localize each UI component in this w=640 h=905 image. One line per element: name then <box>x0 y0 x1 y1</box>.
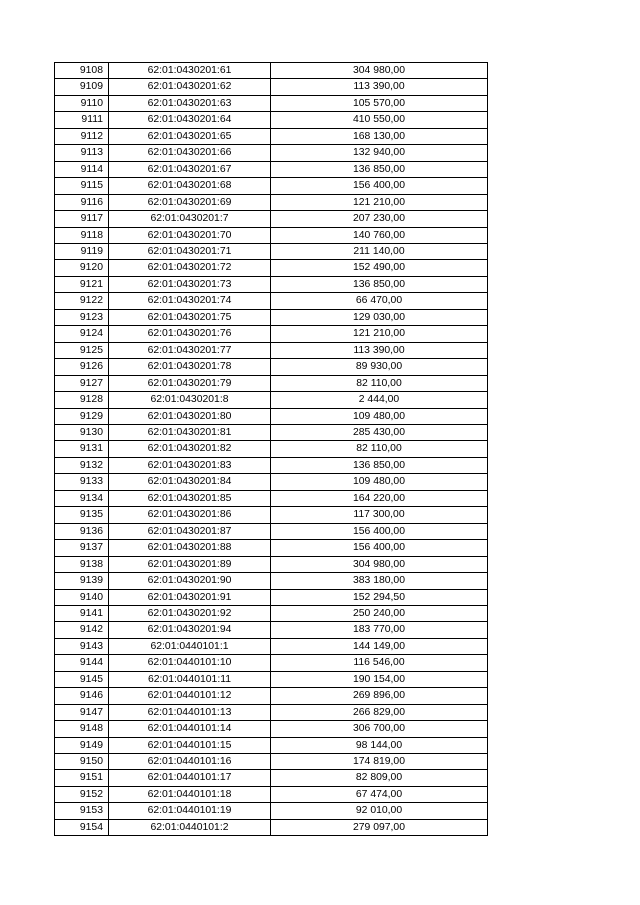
value-cell: 250 240,00 <box>271 605 488 621</box>
value-cell: 383 180,00 <box>271 573 488 589</box>
table-row <box>55 194 488 210</box>
cadastral-number-cell: 62:01:0430201:83 <box>109 457 271 473</box>
value-cell: 82 110,00 <box>271 375 488 391</box>
value-cell: 190 154,00 <box>271 671 488 687</box>
table-row <box>55 161 488 177</box>
cadastral-number-cell: 62:01:0430201:69 <box>109 194 271 210</box>
cadastral-number-cell: 62:01:0430201:7 <box>109 211 271 227</box>
row-number-cell: 9143 <box>55 638 109 654</box>
table-row <box>55 786 488 802</box>
table-row <box>55 63 488 79</box>
row-number-cell: 9138 <box>55 556 109 572</box>
cadastral-number-cell: 62:01:0430201:63 <box>109 95 271 111</box>
table-row <box>55 342 488 358</box>
cadastral-number-cell: 62:01:0430201:65 <box>109 128 271 144</box>
row-number-cell: 9114 <box>55 161 109 177</box>
row-number-cell: 9108 <box>55 63 109 79</box>
cadastral-number-cell: 62:01:0440101:13 <box>109 704 271 720</box>
value-cell: 410 550,00 <box>271 112 488 128</box>
value-cell: 136 850,00 <box>271 457 488 473</box>
row-number-cell: 9140 <box>55 589 109 605</box>
row-number-cell: 9123 <box>55 309 109 325</box>
cadastral-number-cell: 62:01:0430201:89 <box>109 556 271 572</box>
table-row <box>55 392 488 408</box>
value-cell: 66 470,00 <box>271 293 488 309</box>
value-cell: 285 430,00 <box>271 424 488 440</box>
value-cell: 266 829,00 <box>271 704 488 720</box>
cadastral-number-cell: 62:01:0440101:2 <box>109 819 271 835</box>
table-row <box>55 211 488 227</box>
row-number-cell: 9112 <box>55 128 109 144</box>
row-number-cell: 9142 <box>55 622 109 638</box>
table-row <box>55 178 488 194</box>
row-number-cell: 9135 <box>55 507 109 523</box>
table-row <box>55 260 488 276</box>
row-number-cell: 9110 <box>55 95 109 111</box>
cadastral-number-cell: 62:01:0430201:73 <box>109 276 271 292</box>
value-cell: 140 760,00 <box>271 227 488 243</box>
row-number-cell: 9116 <box>55 194 109 210</box>
table-row <box>55 276 488 292</box>
value-cell: 168 130,00 <box>271 128 488 144</box>
value-cell: 82 809,00 <box>271 770 488 786</box>
table-row <box>55 424 488 440</box>
row-number-cell: 9118 <box>55 227 109 243</box>
cadastral-number-cell: 62:01:0430201:75 <box>109 309 271 325</box>
row-number-cell: 9131 <box>55 441 109 457</box>
row-number-cell: 9128 <box>55 392 109 408</box>
cadastral-number-cell: 62:01:0440101:11 <box>109 671 271 687</box>
table-row <box>55 671 488 687</box>
value-cell: 156 400,00 <box>271 540 488 556</box>
cadastral-number-cell: 62:01:0430201:84 <box>109 474 271 490</box>
table-row <box>55 573 488 589</box>
value-cell: 109 480,00 <box>271 408 488 424</box>
table-row <box>55 326 488 342</box>
cadastral-number-cell: 62:01:0440101:12 <box>109 688 271 704</box>
value-cell: 92 010,00 <box>271 803 488 819</box>
cadastral-number-cell: 62:01:0430201:76 <box>109 326 271 342</box>
value-cell: 304 980,00 <box>271 63 488 79</box>
value-cell: 174 819,00 <box>271 754 488 770</box>
table-row <box>55 737 488 753</box>
cadastral-number-cell: 62:01:0440101:1 <box>109 638 271 654</box>
table-row <box>55 638 488 654</box>
value-cell: 132 940,00 <box>271 145 488 161</box>
value-cell: 152 294,50 <box>271 589 488 605</box>
cadastral-number-cell: 62:01:0430201:88 <box>109 540 271 556</box>
table-row <box>55 227 488 243</box>
table-row <box>55 457 488 473</box>
row-number-cell: 9137 <box>55 540 109 556</box>
cadastral-number-cell: 62:01:0430201:62 <box>109 79 271 95</box>
cadastral-number-cell: 62:01:0440101:19 <box>109 803 271 819</box>
cadastral-number-cell: 62:01:0430201:61 <box>109 63 271 79</box>
row-number-cell: 9109 <box>55 79 109 95</box>
row-number-cell: 9139 <box>55 573 109 589</box>
value-cell: 89 930,00 <box>271 359 488 375</box>
cadastral-number-cell: 62:01:0430201:94 <box>109 622 271 638</box>
table-row <box>55 359 488 375</box>
row-number-cell: 9144 <box>55 655 109 671</box>
cadastral-number-cell: 62:01:0430201:78 <box>109 359 271 375</box>
cadastral-number-cell: 62:01:0430201:86 <box>109 507 271 523</box>
cadastral-number-cell: 62:01:0430201:74 <box>109 293 271 309</box>
row-number-cell: 9147 <box>55 704 109 720</box>
row-number-cell: 9127 <box>55 375 109 391</box>
value-cell: 113 390,00 <box>271 342 488 358</box>
value-cell: 304 980,00 <box>271 556 488 572</box>
value-cell: 67 474,00 <box>271 786 488 802</box>
row-number-cell: 9150 <box>55 754 109 770</box>
value-cell: 109 480,00 <box>271 474 488 490</box>
value-cell: 152 490,00 <box>271 260 488 276</box>
value-cell: 129 030,00 <box>271 309 488 325</box>
row-number-cell: 9154 <box>55 819 109 835</box>
cadastral-number-cell: 62:01:0430201:82 <box>109 441 271 457</box>
value-cell: 164 220,00 <box>271 490 488 506</box>
table-row <box>55 523 488 539</box>
value-cell: 156 400,00 <box>271 523 488 539</box>
value-cell: 207 230,00 <box>271 211 488 227</box>
cadastral-number-cell: 62:01:0440101:10 <box>109 655 271 671</box>
row-number-cell: 9149 <box>55 737 109 753</box>
value-cell: 183 770,00 <box>271 622 488 638</box>
table-row <box>55 507 488 523</box>
cadastral-number-cell: 62:01:0430201:90 <box>109 573 271 589</box>
cadastral-number-cell: 62:01:0430201:72 <box>109 260 271 276</box>
table-row <box>55 145 488 161</box>
row-number-cell: 9134 <box>55 490 109 506</box>
row-number-cell: 9111 <box>55 112 109 128</box>
value-cell: 2 444,00 <box>271 392 488 408</box>
table-row <box>55 655 488 671</box>
table-row <box>55 803 488 819</box>
row-number-cell: 9145 <box>55 671 109 687</box>
cadastral-number-cell: 62:01:0430201:91 <box>109 589 271 605</box>
row-number-cell: 9148 <box>55 721 109 737</box>
table-row <box>55 721 488 737</box>
row-number-cell: 9132 <box>55 457 109 473</box>
row-number-cell: 9153 <box>55 803 109 819</box>
cadastral-number-cell: 62:01:0430201:64 <box>109 112 271 128</box>
row-number-cell: 9146 <box>55 688 109 704</box>
table-row <box>55 688 488 704</box>
value-cell: 98 144,00 <box>271 737 488 753</box>
table-row <box>55 243 488 259</box>
cadastral-number-cell: 62:01:0430201:81 <box>109 424 271 440</box>
row-number-cell: 9126 <box>55 359 109 375</box>
value-cell: 136 850,00 <box>271 161 488 177</box>
value-cell: 82 110,00 <box>271 441 488 457</box>
row-number-cell: 9117 <box>55 211 109 227</box>
cadastral-number-cell: 62:01:0440101:14 <box>109 721 271 737</box>
row-number-cell: 9121 <box>55 276 109 292</box>
row-number-cell: 9136 <box>55 523 109 539</box>
row-number-cell: 9151 <box>55 770 109 786</box>
table-row <box>55 622 488 638</box>
value-cell: 116 546,00 <box>271 655 488 671</box>
cadastral-number-cell: 62:01:0440101:15 <box>109 737 271 753</box>
table-row <box>55 408 488 424</box>
row-number-cell: 9124 <box>55 326 109 342</box>
value-cell: 306 700,00 <box>271 721 488 737</box>
value-cell: 121 210,00 <box>271 326 488 342</box>
row-number-cell: 9125 <box>55 342 109 358</box>
cadastral-number-cell: 62:01:0430201:92 <box>109 605 271 621</box>
value-cell: 117 300,00 <box>271 507 488 523</box>
value-cell: 269 896,00 <box>271 688 488 704</box>
cadastral-number-cell: 62:01:0430201:70 <box>109 227 271 243</box>
cadastral-number-cell: 62:01:0430201:80 <box>109 408 271 424</box>
value-cell: 136 850,00 <box>271 276 488 292</box>
table-row <box>55 293 488 309</box>
table-row <box>55 540 488 556</box>
row-number-cell: 9141 <box>55 605 109 621</box>
value-cell: 121 210,00 <box>271 194 488 210</box>
row-number-cell: 9152 <box>55 786 109 802</box>
row-number-cell: 9119 <box>55 243 109 259</box>
cadastral-number-cell: 62:01:0440101:16 <box>109 754 271 770</box>
value-cell: 156 400,00 <box>271 178 488 194</box>
value-cell: 105 570,00 <box>271 95 488 111</box>
table-row <box>55 375 488 391</box>
row-number-cell: 9113 <box>55 145 109 161</box>
cadastral-number-cell: 62:01:0430201:8 <box>109 392 271 408</box>
value-cell: 279 097,00 <box>271 819 488 835</box>
row-number-cell: 9115 <box>55 178 109 194</box>
cadastral-number-cell: 62:01:0430201:71 <box>109 243 271 259</box>
cadastral-number-cell: 62:01:0430201:77 <box>109 342 271 358</box>
table-body <box>55 63 488 836</box>
cadastral-number-cell: 62:01:0430201:87 <box>109 523 271 539</box>
table-row <box>55 704 488 720</box>
table-row <box>55 474 488 490</box>
cadastral-number-cell: 62:01:0430201:67 <box>109 161 271 177</box>
table-row <box>55 754 488 770</box>
row-number-cell: 9133 <box>55 474 109 490</box>
table-row <box>55 589 488 605</box>
row-number-cell: 9129 <box>55 408 109 424</box>
table-row <box>55 79 488 95</box>
table-row <box>55 819 488 835</box>
cadastral-number-cell: 62:01:0430201:68 <box>109 178 271 194</box>
row-number-cell: 9122 <box>55 293 109 309</box>
value-cell: 113 390,00 <box>271 79 488 95</box>
cadastral-number-cell: 62:01:0440101:17 <box>109 770 271 786</box>
table-row <box>55 490 488 506</box>
table-row <box>55 556 488 572</box>
table-row <box>55 605 488 621</box>
table-row <box>55 770 488 786</box>
table-row <box>55 128 488 144</box>
value-cell: 211 140,00 <box>271 243 488 259</box>
row-number-cell: 9120 <box>55 260 109 276</box>
row-number-cell: 9130 <box>55 424 109 440</box>
value-cell: 144 149,00 <box>271 638 488 654</box>
cadastral-number-cell: 62:01:0430201:85 <box>109 490 271 506</box>
table-row <box>55 309 488 325</box>
table-row <box>55 112 488 128</box>
cadastral-number-cell: 62:01:0440101:18 <box>109 786 271 802</box>
cadastral-number-cell: 62:01:0430201:66 <box>109 145 271 161</box>
cadastral-value-table <box>54 62 488 836</box>
cadastral-number-cell: 62:01:0430201:79 <box>109 375 271 391</box>
table-row <box>55 441 488 457</box>
table-row <box>55 95 488 111</box>
